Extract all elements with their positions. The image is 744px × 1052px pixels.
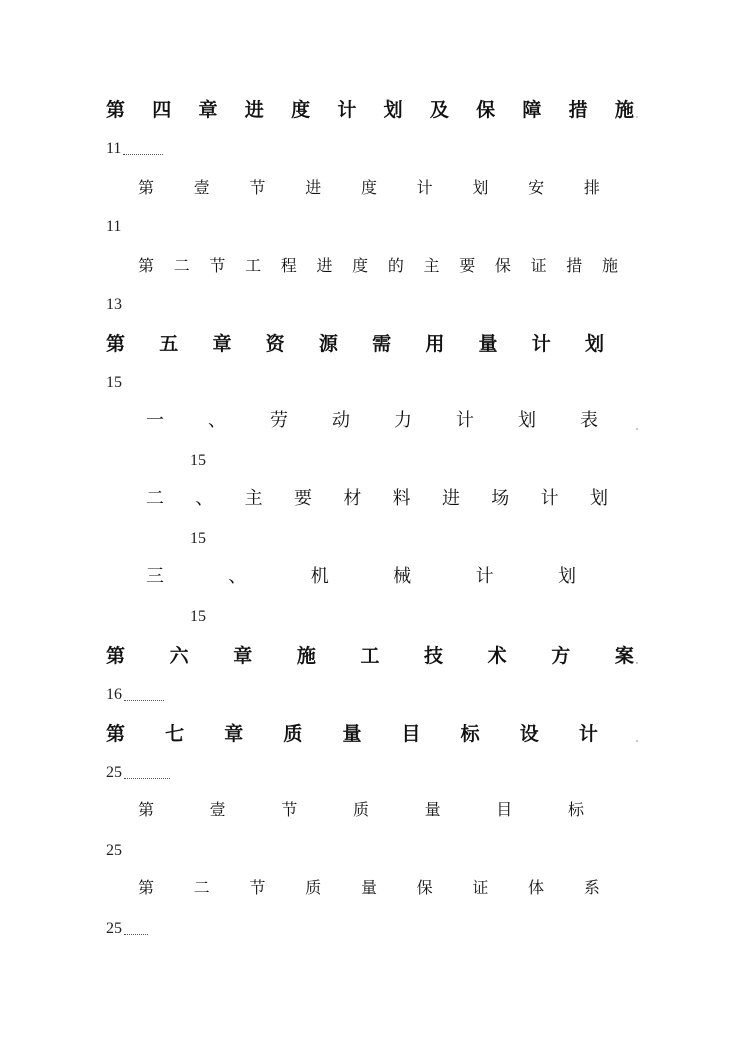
heading-char: 划 bbox=[472, 177, 489, 197]
heading-char: 系 bbox=[583, 877, 600, 897]
toc-section-4-2-title[interactable] bbox=[138, 252, 618, 276]
heading-char: 第 bbox=[106, 644, 126, 667]
heading-char: 划 bbox=[589, 488, 608, 509]
heading-char: 度 bbox=[352, 255, 369, 275]
heading-char: 的 bbox=[387, 255, 404, 275]
heading-char: 术 bbox=[487, 644, 507, 667]
heading-char: 、 bbox=[195, 488, 214, 509]
heading-char: 施 bbox=[296, 644, 316, 667]
heading-char: 计 bbox=[578, 722, 598, 745]
toc-section-7-1-title[interactable] bbox=[138, 796, 584, 820]
heading-char: 施 bbox=[601, 255, 618, 275]
heading-char: 第 bbox=[138, 255, 155, 275]
heading-char: 第 bbox=[138, 877, 155, 897]
toc-item-5-3-page[interactable] bbox=[190, 604, 206, 626]
heading-char: 资 bbox=[265, 332, 285, 355]
toc-item-5-2-page[interactable] bbox=[190, 526, 206, 548]
heading-char: 料 bbox=[392, 488, 411, 509]
heading-char: 一 bbox=[146, 410, 164, 431]
heading-char: 计 bbox=[456, 410, 474, 431]
toc-chapter-6-page[interactable] bbox=[106, 682, 164, 704]
heading-char: 源 bbox=[318, 332, 338, 355]
heading-char: 量 bbox=[478, 332, 498, 355]
heading-char: 动 bbox=[332, 410, 350, 431]
toc-chapter-5-page[interactable] bbox=[106, 370, 122, 392]
page-number: 15 bbox=[190, 608, 206, 625]
line-end-mark bbox=[636, 428, 638, 430]
heading-char: 案 bbox=[614, 644, 634, 667]
heading-char: 第 bbox=[106, 98, 126, 121]
heading-char: 第 bbox=[106, 332, 126, 355]
heading-char: 措 bbox=[568, 98, 588, 121]
heading-char: 进 bbox=[316, 255, 333, 275]
toc-section-7-2-title[interactable] bbox=[138, 874, 600, 898]
dot-leader bbox=[123, 153, 163, 155]
heading-char: 材 bbox=[343, 488, 362, 509]
heading-char: 量 bbox=[342, 722, 362, 745]
line-end-mark bbox=[636, 662, 638, 664]
dot-leader bbox=[124, 777, 170, 779]
line-end-mark bbox=[636, 740, 638, 742]
heading-char: 章 bbox=[198, 98, 218, 121]
heading-char: 壹 bbox=[193, 177, 210, 197]
heading-char: 划 bbox=[584, 332, 604, 355]
heading-char: 措 bbox=[566, 255, 583, 275]
heading-char: 保 bbox=[494, 255, 511, 275]
heading-char: 壹 bbox=[209, 799, 226, 819]
heading-char: 量 bbox=[424, 799, 441, 819]
heading-char: 七 bbox=[165, 722, 185, 745]
line-end-mark bbox=[636, 116, 638, 118]
heading-char: 保 bbox=[416, 877, 433, 897]
heading-char: 节 bbox=[249, 877, 266, 897]
heading-char: 标 bbox=[567, 799, 584, 819]
heading-char: 要 bbox=[293, 488, 312, 509]
heading-char: 方 bbox=[551, 644, 571, 667]
heading-char: 劳 bbox=[270, 410, 288, 431]
heading-char: 六 bbox=[169, 644, 189, 667]
heading-char: 表 bbox=[580, 410, 598, 431]
page-number: 11 bbox=[106, 140, 122, 157]
heading-char: 第 bbox=[106, 722, 126, 745]
heading-char: 需 bbox=[372, 332, 392, 355]
toc-item-5-3-title[interactable] bbox=[146, 562, 576, 588]
heading-char: 机 bbox=[310, 566, 329, 587]
dot-leader bbox=[124, 933, 148, 935]
heading-char: 质 bbox=[305, 877, 322, 897]
toc-section-7-2-page[interactable] bbox=[106, 916, 148, 938]
heading-char: 质 bbox=[283, 722, 303, 745]
heading-char: 标 bbox=[460, 722, 480, 745]
heading-char: 四 bbox=[152, 98, 172, 121]
heading-char: 力 bbox=[394, 410, 412, 431]
toc-section-4-2-page[interactable] bbox=[106, 292, 122, 314]
heading-char: 设 bbox=[519, 722, 539, 745]
heading-char: 第 bbox=[138, 799, 155, 819]
toc-chapter-4-title[interactable] bbox=[106, 94, 634, 122]
heading-char: 三 bbox=[146, 566, 164, 587]
heading-char: 二 bbox=[193, 877, 210, 897]
heading-char: 进 bbox=[244, 98, 264, 121]
page-number: 13 bbox=[106, 296, 122, 313]
heading-char: 体 bbox=[528, 877, 545, 897]
toc-section-7-1-page[interactable] bbox=[106, 838, 122, 860]
heading-char: 章 bbox=[224, 722, 244, 745]
heading-char: 程 bbox=[280, 255, 297, 275]
toc-section-4-1-title[interactable] bbox=[138, 174, 600, 198]
heading-char: 要 bbox=[459, 255, 476, 275]
page-number: 15 bbox=[190, 452, 206, 469]
dot-leader bbox=[124, 699, 164, 701]
heading-char: 划 bbox=[383, 98, 403, 121]
heading-char: 节 bbox=[249, 177, 266, 197]
page-number: 15 bbox=[190, 530, 206, 547]
toc-item-5-2-title[interactable] bbox=[146, 484, 608, 510]
heading-char: 二 bbox=[173, 255, 190, 275]
heading-char: 施 bbox=[614, 98, 634, 121]
heading-char: 量 bbox=[360, 877, 377, 897]
page-number: 16 bbox=[106, 686, 122, 703]
heading-char: 用 bbox=[425, 332, 445, 355]
heading-char: 械 bbox=[393, 566, 412, 587]
heading-char: 度 bbox=[360, 177, 377, 197]
toc-chapter-7-page[interactable] bbox=[106, 760, 170, 782]
heading-char: 安 bbox=[528, 177, 545, 197]
heading-char: 障 bbox=[522, 98, 542, 121]
heading-char: 进 bbox=[305, 177, 322, 197]
heading-char: 节 bbox=[281, 799, 298, 819]
heading-char: 工 bbox=[360, 644, 380, 667]
heading-char: 第 bbox=[138, 177, 155, 197]
heading-char: 计 bbox=[475, 566, 494, 587]
heading-char: 保 bbox=[476, 98, 496, 121]
heading-char: 五 bbox=[159, 332, 179, 355]
toc-item-5-1-page[interactable] bbox=[190, 448, 206, 470]
toc-chapter-5-title[interactable] bbox=[106, 328, 604, 356]
page-number: 25 bbox=[106, 842, 122, 859]
heading-char: 进 bbox=[441, 488, 460, 509]
heading-char: 计 bbox=[540, 488, 559, 509]
heading-char: 章 bbox=[233, 644, 253, 667]
heading-char: 质 bbox=[352, 799, 369, 819]
toc-section-4-1-page[interactable] bbox=[106, 214, 121, 236]
toc-chapter-7-title[interactable] bbox=[106, 718, 598, 746]
heading-char: 计 bbox=[531, 332, 551, 355]
heading-char: 主 bbox=[423, 255, 440, 275]
heading-char: 证 bbox=[472, 877, 489, 897]
heading-char: 目 bbox=[496, 799, 513, 819]
heading-char: 计 bbox=[337, 98, 357, 121]
heading-char: 划 bbox=[557, 566, 576, 587]
heading-char: 证 bbox=[530, 255, 547, 275]
toc-item-5-1-title[interactable] bbox=[146, 406, 598, 432]
heading-char: 、 bbox=[208, 410, 226, 431]
heading-char: 章 bbox=[212, 332, 232, 355]
toc-chapter-6-title[interactable] bbox=[106, 640, 634, 668]
heading-char: 主 bbox=[244, 488, 263, 509]
page-number: 25 bbox=[106, 764, 122, 781]
heading-char: 、 bbox=[228, 566, 247, 587]
page-number: 11 bbox=[106, 218, 122, 235]
heading-char: 技 bbox=[424, 644, 444, 667]
heading-char: 工 bbox=[245, 255, 262, 275]
heading-char: 排 bbox=[583, 177, 600, 197]
heading-char: 计 bbox=[416, 177, 433, 197]
heading-char: 二 bbox=[146, 488, 164, 509]
heading-char: 划 bbox=[518, 410, 536, 431]
page-number: 25 bbox=[106, 920, 122, 937]
heading-char: 目 bbox=[401, 722, 421, 745]
toc-chapter-4-page[interactable] bbox=[106, 136, 163, 158]
page-number: 15 bbox=[106, 374, 122, 391]
heading-char: 及 bbox=[429, 98, 449, 121]
heading-char: 节 bbox=[209, 255, 226, 275]
heading-char: 场 bbox=[491, 488, 510, 509]
heading-char: 度 bbox=[291, 98, 311, 121]
